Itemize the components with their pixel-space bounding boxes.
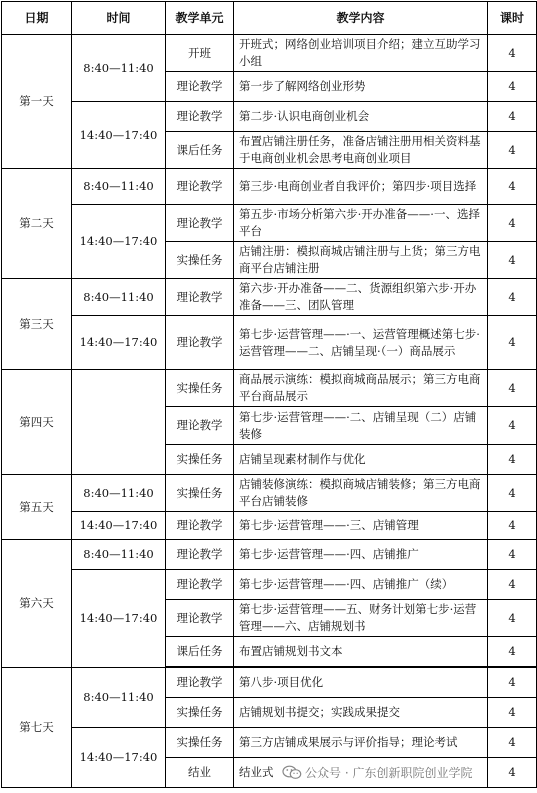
hours-cell: 4 — [488, 570, 537, 600]
content-cell: 第二步·认识电商创业机会 — [234, 102, 488, 132]
hours-cell: 4 — [488, 205, 537, 242]
hours-cell: 4 — [488, 512, 537, 540]
content-cell: 店铺装修演练：模拟商城店铺装修；第三方电商平台店铺装修 — [234, 475, 488, 512]
time-cell: 14:40—17:40 — [72, 570, 166, 668]
hours-cell: 4 — [488, 600, 537, 637]
day-cell: 第七天 — [2, 668, 72, 788]
time-cell: 14:40—17:40 — [72, 102, 166, 169]
header-hours: 课时 — [488, 2, 537, 35]
unit-cell: 理论教学 — [166, 205, 234, 242]
time-cell: 8:40—11:40 — [72, 279, 166, 316]
hours-cell: 4 — [488, 445, 537, 475]
table-row — [2, 102, 537, 132]
content-cell: 第三步·电商创业者自我评价；第四步·项目选择 — [234, 169, 488, 205]
watermark — [282, 764, 472, 781]
table-row — [2, 205, 537, 242]
hours-cell: 4 — [488, 698, 537, 728]
watermark-text: 公众号 · 广东创新职院创业学院 — [305, 766, 473, 780]
content-cell: 布置店铺注册任务，准备店铺注册用相关资料基于电商创业机会思考电商创业项目 — [234, 132, 488, 169]
day-cell: 第四天 — [2, 370, 72, 475]
content-cell: 店铺呈现素材制作与优化 — [234, 445, 488, 475]
unit-cell: 理论教学 — [166, 540, 234, 570]
hours-cell: 4 — [488, 279, 537, 316]
content-cell: 店铺规划书提交；实践成果提交 — [234, 698, 488, 728]
content-cell: 第七步·运营管理——五、财务计划第七步·运营管理——六、店铺规划书 — [234, 600, 488, 637]
table-row — [2, 370, 537, 407]
content-cell: 第七步·运营管理——·二、店铺呈现（二）店铺装修 — [234, 407, 488, 445]
unit-cell: 实操任务 — [166, 698, 234, 728]
unit-cell: 理论教学 — [166, 72, 234, 102]
time-cell: 8:40—11:40 — [72, 475, 166, 512]
hours-cell: 4 — [488, 637, 537, 667]
day-cell: 第一天 — [2, 35, 72, 169]
content-cell: 布置店铺规划书文本 — [234, 637, 488, 667]
day-cell: 第五天 — [2, 475, 72, 540]
unit-cell: 结业 — [166, 758, 234, 788]
unit-cell: 开班 — [166, 35, 234, 72]
content-cell: 第七步·运营管理——·四、店铺推广（续） — [234, 570, 488, 600]
unit-cell: 理论教学 — [166, 169, 234, 205]
unit-cell: 实操任务 — [166, 242, 234, 279]
table-row — [2, 475, 537, 512]
unit-cell: 理论教学 — [166, 570, 234, 600]
time-cell: 14:40—17:40 — [72, 512, 166, 540]
hours-cell: 4 — [488, 728, 537, 758]
content-cell: 第五步·市场分析第六步·开办准备——·一、选择平台 — [234, 205, 488, 242]
time-cell: 8:40—11:40 — [72, 540, 166, 570]
hours-cell: 4 — [488, 35, 537, 72]
hours-cell: 4 — [488, 132, 537, 169]
day-cell: 第六天 — [2, 540, 72, 668]
header-unit: 教学单元 — [166, 2, 234, 35]
table-row — [2, 316, 537, 370]
content-cell: 第三方店铺成果展示与评价指导；理论考试 — [234, 728, 488, 758]
hours-cell: 4 — [488, 540, 537, 570]
unit-cell: 理论教学 — [166, 668, 234, 698]
content-cell: 第七步·运营管理——·四、店铺推广 — [234, 540, 488, 570]
unit-cell: 实操任务 — [166, 370, 234, 407]
header-row — [2, 2, 537, 35]
wechat-icon — [282, 765, 302, 780]
unit-cell: 课后任务 — [166, 637, 234, 667]
content-cell: 第六步·开办准备——二、货源组织第六步·开办准备——三、团队管理 — [234, 279, 488, 316]
hours-cell: 4 — [488, 242, 537, 279]
content-cell: 第七步·运营管理——·三、店铺管理 — [234, 512, 488, 540]
hours-cell: 4 — [488, 72, 537, 102]
content-cell: 结业式 — [234, 758, 488, 788]
day-cell: 第三天 — [2, 279, 72, 370]
hours-cell: 4 — [488, 169, 537, 205]
unit-cell: 理论教学 — [166, 407, 234, 445]
content-cell: 店铺注册：模拟商城店铺注册与上货；第三方电商平台店铺注册 — [234, 242, 488, 279]
time-cell: 8:40—11:40 — [72, 35, 166, 102]
unit-cell: 实操任务 — [166, 445, 234, 475]
unit-cell: 理论教学 — [166, 102, 234, 132]
hours-cell: 4 — [488, 407, 537, 445]
content-cell: 第七步·运营管理——·一、运营管理概述第七步·运营管理——二、店铺呈现·（一）商品展示 — [234, 316, 488, 370]
table-row — [2, 512, 537, 540]
hours-cell: 4 — [488, 668, 537, 698]
unit-cell: 理论教学 — [166, 600, 234, 637]
table-row — [2, 35, 537, 72]
content-cell: 开班式；网络创业培训项目介绍；建立互助学习小组 — [234, 35, 488, 72]
time-cell — [72, 370, 166, 475]
unit-cell: 理论教学 — [166, 279, 234, 316]
table-row — [2, 668, 537, 698]
table-row — [2, 169, 537, 205]
hours-cell: 4 — [488, 475, 537, 512]
time-cell: 14:40—17:40 — [72, 316, 166, 370]
table-row — [2, 279, 537, 316]
time-cell: 8:40—11:40 — [72, 668, 166, 728]
table-row — [2, 728, 537, 758]
hours-cell: 4 — [488, 758, 537, 788]
hours-cell: 4 — [488, 316, 537, 370]
unit-cell: 实操任务 — [166, 475, 234, 512]
unit-cell: 课后任务 — [166, 132, 234, 169]
header-date: 日期 — [2, 2, 72, 35]
time-cell: 14:40—17:40 — [72, 728, 166, 788]
content-cell: 第一步了解网络创业形势 — [234, 72, 488, 102]
unit-cell: 实操任务 — [166, 728, 234, 758]
content-cell: 第八步·项目优化 — [234, 668, 488, 698]
hours-cell: 4 — [488, 370, 537, 407]
unit-cell: 理论教学 — [166, 512, 234, 540]
unit-cell: 理论教学 — [166, 316, 234, 370]
header-time: 时间 — [72, 2, 166, 35]
header-content: 教学内容 — [234, 2, 488, 35]
content-cell: 商品展示演练：模拟商城商品展示；第三方电商平台商品展示 — [234, 370, 488, 407]
time-cell: 14:40—17:40 — [72, 205, 166, 279]
time-cell: 8:40—11:40 — [72, 169, 166, 205]
table-row — [2, 540, 537, 570]
table-row — [2, 570, 537, 600]
hours-cell: 4 — [488, 102, 537, 132]
schedule-table — [1, 1, 537, 788]
day-cell: 第二天 — [2, 169, 72, 279]
